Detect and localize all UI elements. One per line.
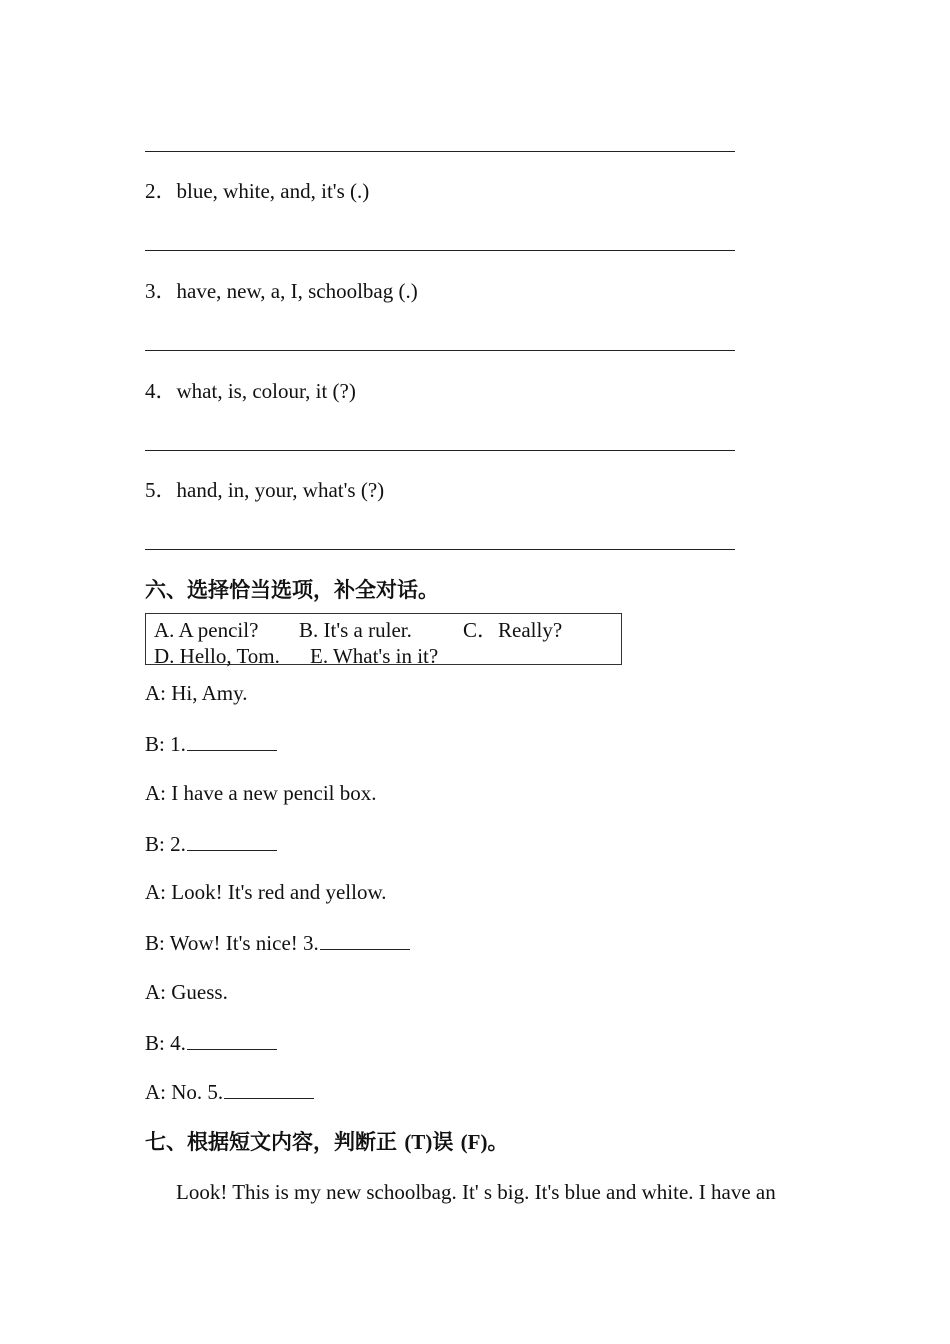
item-number: 4． — [145, 379, 177, 403]
dialogue-line — [145, 830, 277, 857]
dialogue-line — [145, 730, 277, 757]
dialogue-text: A: Hi, Amy. — [145, 681, 248, 705]
dialogue-line — [145, 1029, 277, 1056]
option-a: A. A pencil? — [154, 618, 259, 642]
dialogue-text: A: I have a new pencil box. — [145, 781, 377, 805]
title-part: 七、根据短文内容，判断正 — [145, 1130, 397, 1154]
item-number: 5． — [145, 478, 177, 502]
answer-line-2[interactable] — [145, 250, 735, 251]
dialogue-line — [145, 929, 410, 956]
option-b: B. It's a ruler. — [299, 618, 412, 642]
item-words: have, new, a, I, schoolbag (.) — [176, 279, 418, 303]
dialogue-text: B: 1. — [145, 732, 186, 756]
item-number: 3． — [145, 279, 177, 303]
blank-2[interactable] — [187, 830, 277, 851]
dialogue-text: A: No. 5. — [145, 1080, 224, 1104]
dialogue-text: B: 2. — [145, 832, 186, 856]
title-part: (F) — [460, 1130, 488, 1154]
unscramble-item-3 — [145, 278, 418, 304]
answer-line-5[interactable] — [145, 549, 735, 550]
blank-1[interactable] — [187, 730, 277, 751]
dialogue-text: B: 4. — [145, 1031, 186, 1055]
passage-text: Look! This is my new schoolbag. It' s big. It's blue and white. I have an — [176, 1180, 776, 1204]
title-part: (T) — [404, 1130, 433, 1154]
title-part: 误 — [432, 1130, 454, 1154]
option-e: E. What's in it? — [310, 644, 439, 668]
answer-line-4[interactable] — [145, 450, 735, 451]
unscramble-item-2 — [145, 178, 369, 204]
option-d: D. Hello, Tom. — [154, 644, 280, 668]
dialogue-text: B: Wow! It's nice! 3. — [145, 931, 319, 955]
dialogue-line — [145, 680, 247, 706]
item-words: blue, white, and, it's (.) — [176, 179, 370, 203]
item-words: what, is, colour, it (?) — [176, 379, 356, 403]
blank-3[interactable] — [320, 929, 410, 950]
item-words: hand, in, your, what's (?) — [176, 478, 385, 502]
unscramble-item-5 — [145, 477, 384, 503]
title-part: 。 — [487, 1130, 509, 1154]
dialogue-line — [145, 1078, 314, 1105]
dialogue-line — [145, 979, 228, 1005]
dialogue-text: A: Guess. — [145, 980, 228, 1004]
answer-line-1[interactable] — [145, 151, 735, 152]
option-c: C．Really? — [463, 618, 563, 642]
options-box — [145, 613, 622, 668]
unscramble-item-4 — [145, 378, 356, 404]
blank-5[interactable] — [224, 1078, 314, 1099]
answer-line-3[interactable] — [145, 350, 735, 351]
item-number: 2． — [145, 179, 177, 203]
dialogue-line — [145, 780, 377, 806]
blank-4[interactable] — [187, 1029, 277, 1050]
dialogue-text: A: Look! It's red and yellow. — [145, 880, 387, 904]
dialogue-line — [145, 879, 387, 905]
section-6-title: 六、选择恰当选项，补全对话。 — [145, 578, 439, 602]
section-7-title — [145, 1129, 508, 1155]
